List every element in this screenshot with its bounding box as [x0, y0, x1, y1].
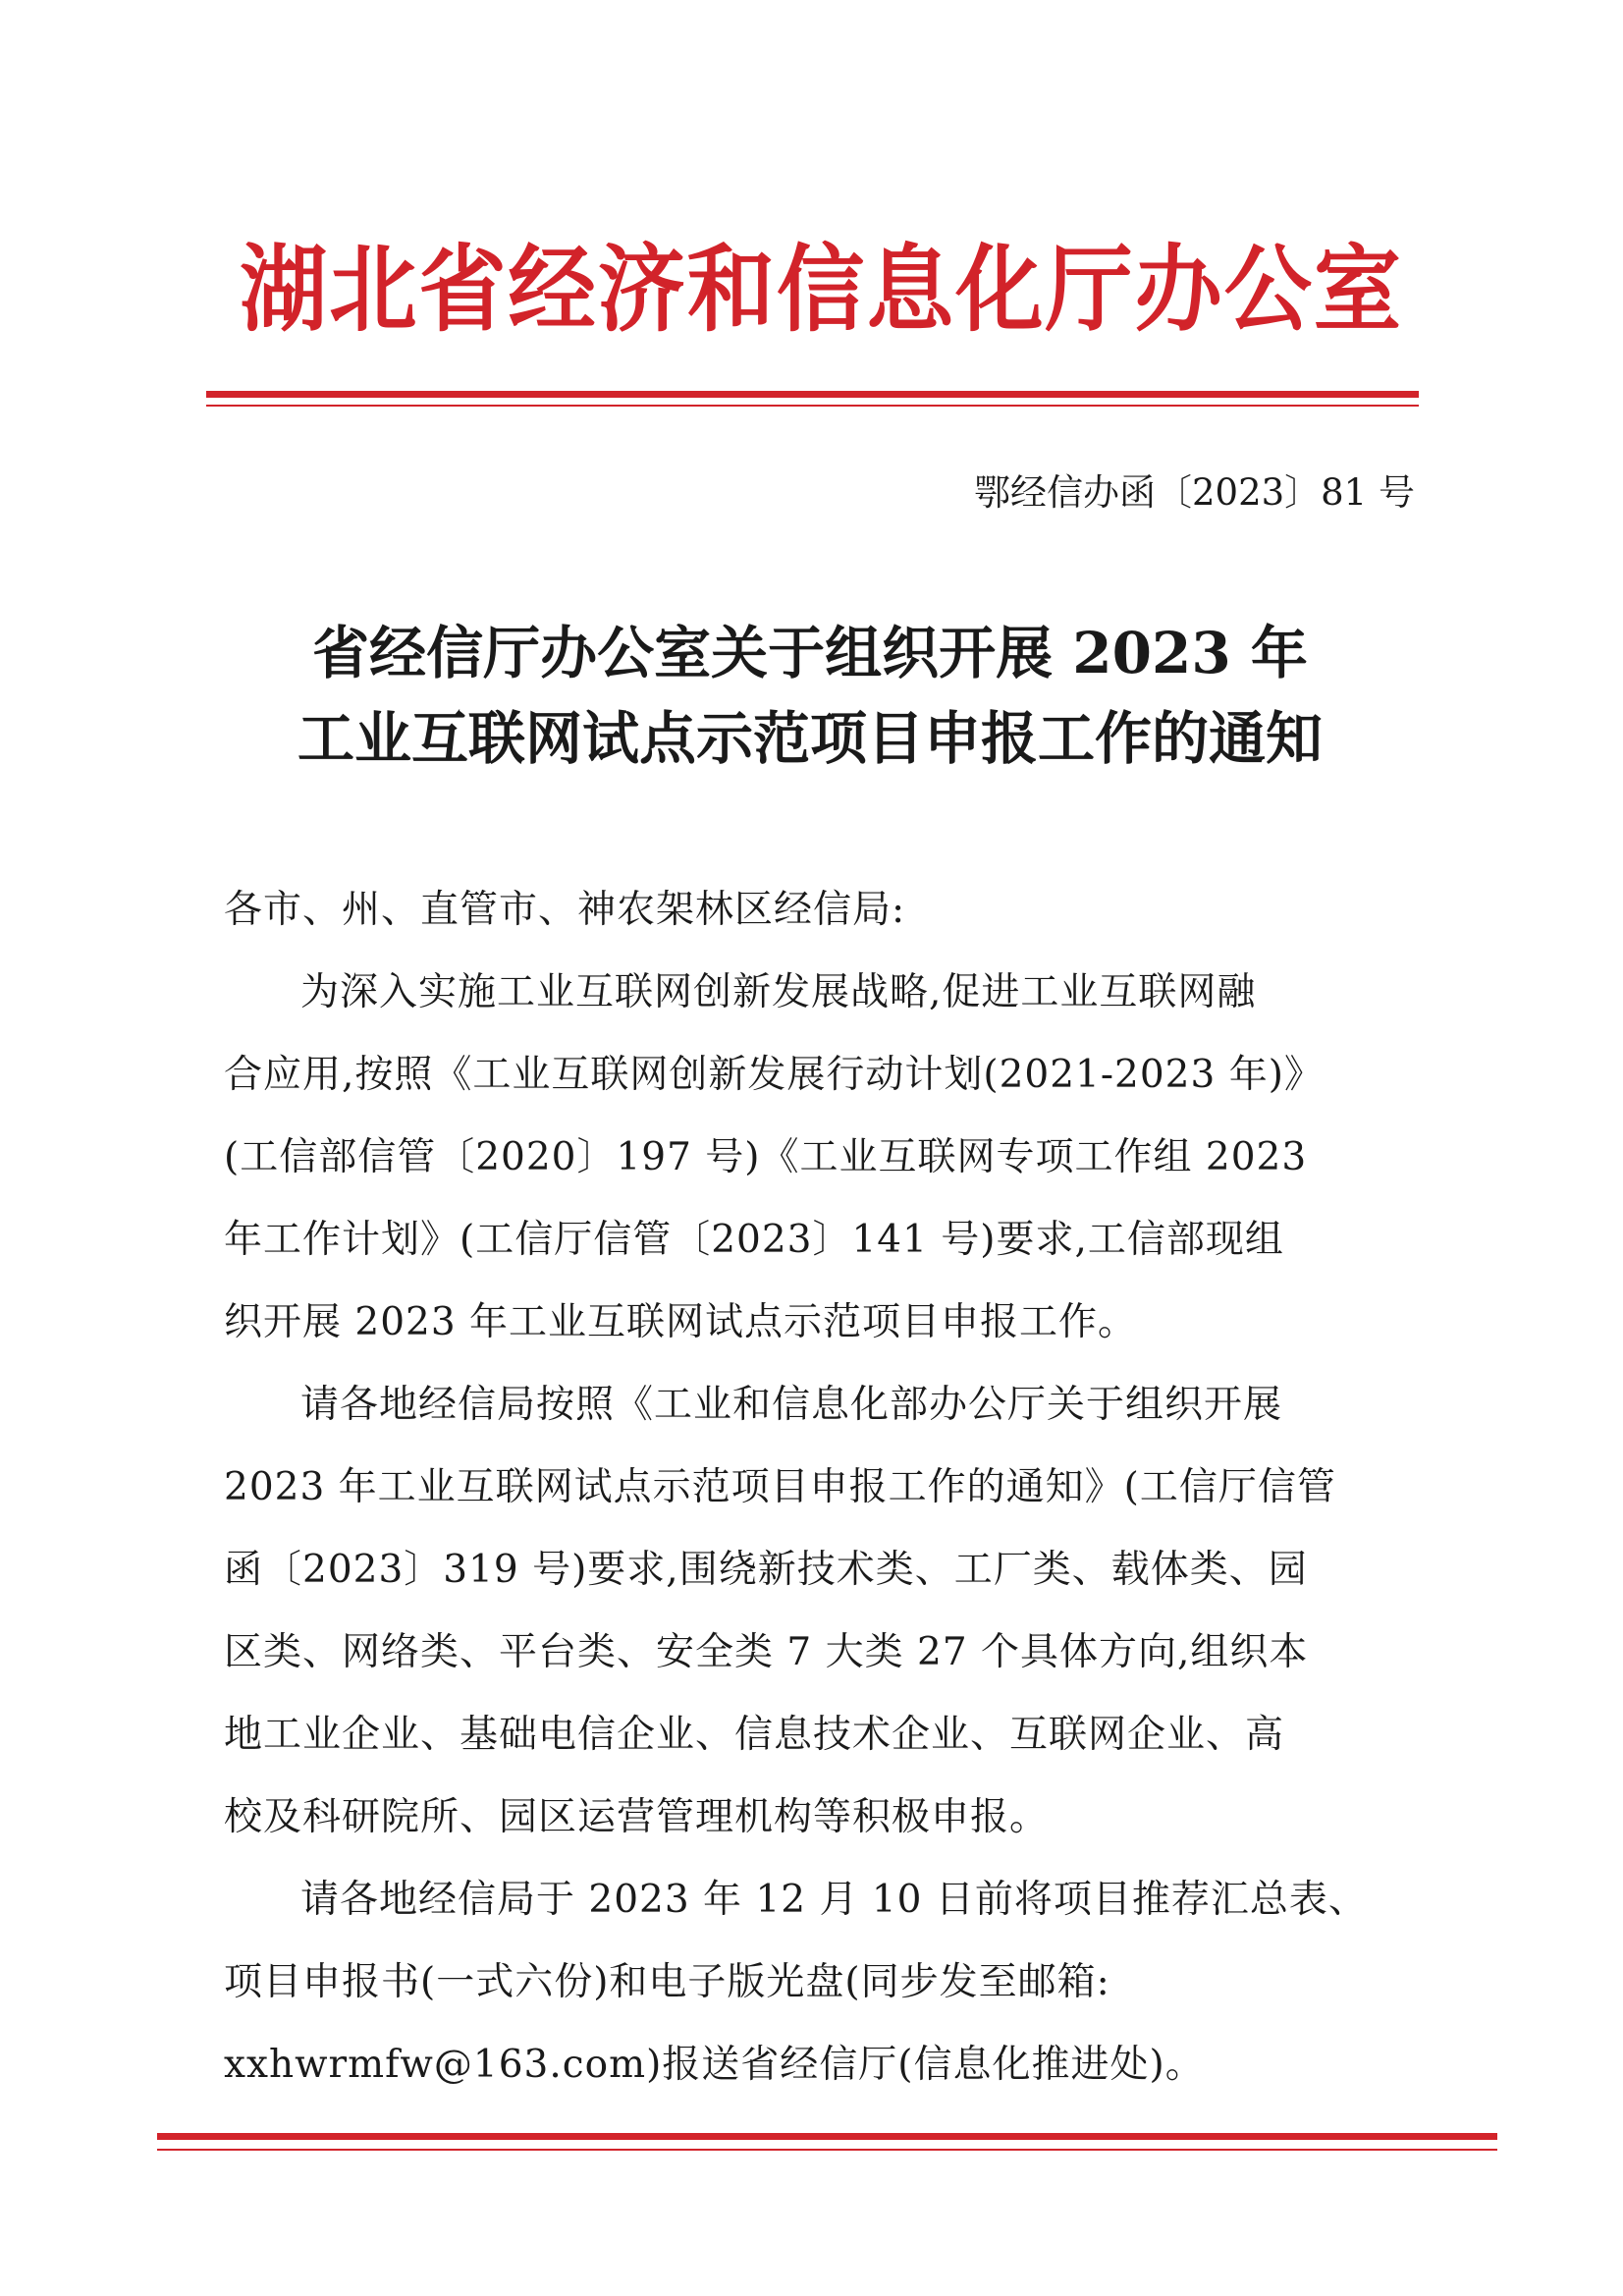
document-body: [224, 869, 1418, 2106]
document-title-line-2: 工业互联网试点示范项目申报工作的通知: [297, 705, 1323, 772]
paragraph-2-line-3: 函〔2023〕319 号)要求,围绕新技术类、工厂类、载体类、园: [224, 1548, 1308, 1592]
document-title-line-1: 省经信厅办公室关于组织开展 2023 年: [312, 620, 1308, 686]
paragraph-3-line-3: xxhwrmfw@163.com)报送省经信厅(信息化推进处)。: [224, 2043, 1205, 2087]
paragraph-1-line-3: (工信部信管〔2020〕197 号)《工业互联网专项工作组 2023: [224, 1135, 1308, 1179]
header-red-rule-thick: [206, 391, 1419, 398]
paragraph-2-line-1: 请各地经信局按照《工业和信息化部办公厅关于组织开展: [300, 1383, 1283, 1427]
salutation: 各市、州、直管市、神农架林区经信局:: [224, 888, 906, 932]
paragraph-2-line-5: 地工业企业、基础电信企业、信息技术企业、互联网企业、高: [224, 1713, 1285, 1757]
paragraph-2-line-2: 2023 年工业互联网试点示范项目申报工作的通知》(工信厅信管: [224, 1465, 1336, 1509]
footer-red-rule-thick: [157, 2133, 1497, 2140]
paragraph-1-line-2: 合应用,按照《工业互联网创新发展行动计划(2021-2023 年)》: [224, 1053, 1324, 1097]
paragraph-1-line-5: 织开展 2023 年工业互联网试点示范项目申报工作。: [224, 1300, 1138, 1344]
paragraph-3-line-1: 请各地经信局于 2023 年 12 月 10 日前将项目推荐汇总表、: [300, 1878, 1368, 1922]
issuing-organization-header: 湖北省经济和信息化厅办公室: [240, 235, 1403, 345]
paragraph-3-line-2: 项目申报书(一式六份)和电子版光盘(同步发至邮箱:: [224, 1960, 1110, 2004]
paragraph-2-line-4: 区类、网络类、平台类、安全类 7 大类 27 个具体方向,组织本: [224, 1630, 1309, 1674]
paragraph-1-line-1: 为深入实施工业互联网创新发展战略,促进工业互联网融: [300, 970, 1257, 1014]
header-red-rule-thin: [206, 405, 1419, 407]
document-number: 鄂经信办函〔2023〕81 号: [973, 471, 1415, 514]
paragraph-2-line-6: 校及科研院所、园区运营管理机构等积极申报。: [224, 1795, 1050, 1839]
footer-red-rule-thin: [157, 2149, 1497, 2151]
paragraph-1-line-4: 年工作计划》(工信厅信管〔2023〕141 号)要求,工信部现组: [224, 1218, 1284, 1262]
